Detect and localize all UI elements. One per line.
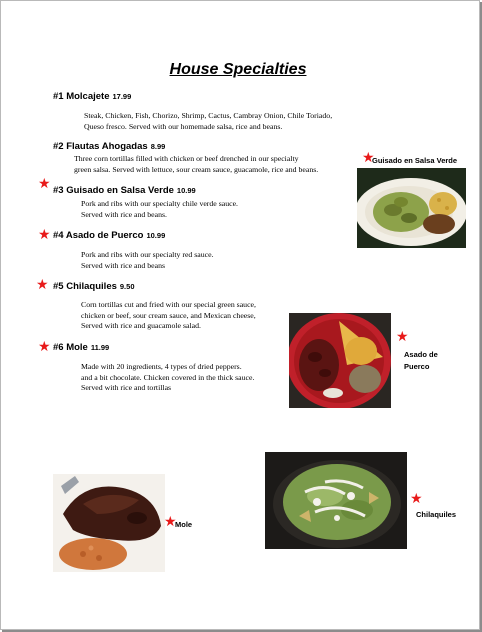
description-line: Corn tortillas cut and fried with our special green sauce, [81,300,256,309]
description-line: green salsa. Served with lettuce, sour cream sauce, guacamole, rice and beans. [74,164,319,174]
photo-mole [53,474,165,572]
item-name: #4 Asado de Puerco [53,230,144,241]
item-price: 9.50 [119,282,135,291]
caption-line: Puerco [404,362,430,371]
page-title: House Specialties [169,61,307,78]
menu-item-heading-chilaquiles [53,281,135,292]
caption-chilaquiles: Chilaquiles [416,510,457,519]
item-price: 17.99 [112,92,132,101]
menu-item-description-flautas [74,154,318,175]
star-icon: ★ [36,277,49,293]
item-name: #2 Flautas Ahogadas [53,141,148,152]
photo-asado-de-puerco [289,313,391,408]
menu-item-description-molcajete [84,111,332,132]
star-icon: ★ [38,176,51,192]
caption-guisado: Guisado en Salsa Verde [372,156,458,165]
menu-item-heading-asado [53,230,165,241]
caption-mole: Mole [175,520,193,529]
item-price: 8.99 [150,142,166,151]
description-line: Pork and ribs with our specialty red sauce. [81,250,214,259]
item-price: 10.99 [176,186,196,195]
description-line: Served with rice and guacamole salad. [81,321,201,330]
description-line: and a bit chocolate. Chicken covered in the thick sauce. [81,372,255,382]
description-line: Served with rice and beans. [81,209,167,219]
description-line: Served with rice and tortillas [81,383,172,392]
menu-item-heading-molcajete [53,91,131,102]
caption-asado [404,349,438,373]
item-name: #3 Guisado en Salsa Verde [53,185,174,196]
star-icon: ★ [362,150,375,166]
menu-item-heading-guisado [53,185,196,196]
item-name: #6 Mole [53,342,88,353]
star-icon: ★ [396,329,409,345]
description-line: Served with rice and beans [81,260,166,270]
description-line: Queso fresco. Served with our homemade salsa, rice and beans. [84,121,283,131]
menu-item-heading-flautas [53,141,165,152]
menu-item-description-asado [81,250,214,271]
item-name: #1 Molcajete [53,91,110,102]
menu-item-description-mole [81,362,254,394]
photo-guisado-en-salsa-verde [357,168,466,248]
item-price: 11.99 [90,343,110,352]
item-name: #5 Chilaquiles [53,281,117,292]
caption-line: Asado de [404,350,438,359]
star-icon: ★ [410,491,423,507]
menu-item-heading-mole [53,342,109,353]
item-price: 10.99 [146,231,166,240]
star-icon: ★ [38,339,51,355]
photo-chilaquiles [265,452,407,549]
description-line: Three corn tortillas filled with chicken or beef drenched in our specialty [74,154,299,163]
description-line: Pork and ribs with our specialty chile verde sauce. [81,199,238,208]
star-icon: ★ [164,514,177,530]
star-icon: ★ [38,227,51,243]
menu-item-description-chilaquiles [81,300,256,332]
description-line: Steak, Chicken, Fish, Chorizo, Shrimp, Cactus, Cambray Onion, Chile Toriado, [84,111,333,120]
menu-item-description-guisado [81,199,238,220]
description-line: Made with 20 ingredients, 4 types of dried peppers. [81,362,242,371]
description-line: chicken or beef, sour cream sauce, and Mexican cheese, [81,310,256,320]
